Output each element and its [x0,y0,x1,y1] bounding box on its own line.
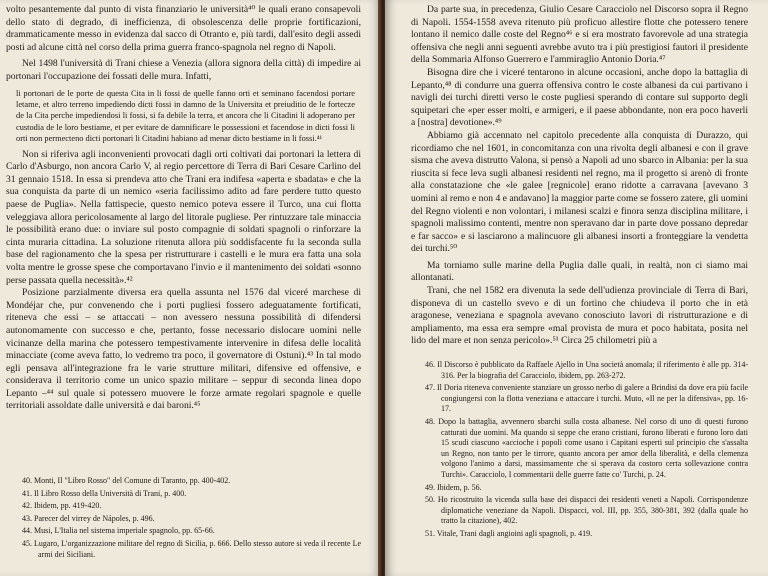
paragraph: volto pesantemente dal punto di vista finanziario le università⁴⁰ le quali erano consapevoli dello stato di degrado, di inefficienza, di obsolescenza delle proprie fortificazioni, drammaticamente messo in evidenza dal sacco di Otranto e, più tardi, dall'esito degli assedi posti ad alcune città nel corso della prima guerra franco-spagnola nel regno di Napoli. [6,4,361,53]
footnote-number: 41. [22,488,32,498]
footnote-text: Il Doria riteneva conveniente stanziare un grosso nerbo di galere a Brindisi da dove era più facile congiungersi con la flotta veneziana e attaccare i turchi. Muto, «Il ne per la difensiva», pp. 16-17. [437,383,748,414]
footnote [425,483,748,494]
footnote [22,526,361,537]
footnote-text: Musi, L'Italia nel sistema imperiale spagnolo, pp. 65-66. [34,526,215,536]
footnote-number: 43. [22,513,32,523]
right-page [385,0,768,576]
footnote-number: 44. [22,526,32,536]
paragraph: Non si riferiva agli inconvenienti provocati dagli orti coltivati dai portonari la lettera di Carlo d'Asburgo, non ancora Carlo V, al regio percettore di Terra di Bari Cesare Carlino del 31 gennaio 1518. In essa si prendeva atto che Trani era indifesa «aperta e sbadata» e che la sua conquista da parte di un nemico «seria facilissimo adito ad fare perdere tutto questo paese de Puglia». Nella fattispecie, questo nemico poteva essere il Turco, una cui flotta veleggiava allora pericolosamente al largo del litorale pugliese. Per rintuzzare tale minaccia le possibilità erano due: o inviare sul posto compagnie di soldati spagnoli o rinforzare la cinta muraria cittadina. La soluzione ritenuta allora più soddisfacente fu la seconda sulla base del ragionamento che la spesa per ristrutturare i castelli e le mura era fatta una sola volta mentre le grosse spese che comportavano l'invio e il mantenimento dei soldati «sonno perse passata quella necessità».⁴² [6,148,361,286]
footnote-text: Dopo la battaglia, avvennero sbarchi sulla costa albanese. Nel corso di uno di questi furono catturati due uomini. Ma quando si seppe che erano cristiani, furono liberati e furono loro dati 15 scudi ciascuno «accioche i popoli come usano i Capitani esperti sul principio che s'assalta un Regno, non tanto per le tirrore, quanto ancora per amor della liberalità, e della clemenza volgono l'animo a darsi, massimamente che si sperava da costoro certa sollevazione contra Turchi». Caracciolo, I commentarii delle guerre fatte co' Turchi, p. 24. [438,417,749,479]
footnote [425,360,748,381]
footnote [425,383,748,415]
paragraph: Trani, che nel 1582 era divenuta la sede dell'udienza provinciale di Terra di Bari, disponeva di un castello svevo e di un fortino che chiudeva il porto che in età aragonese, veneziana e spagnola avevano conosciuto lavori di ristrutturazione e di ampliamento, ma essa era sempre «mal provista de mura et poco habitata, posita nel lido del mare et non senza pericolo».⁵¹ Circa 25 chilometri più a [411,285,748,347]
footnote-number: 40. [22,476,32,485]
footnote-text: Monti, Il "Libro Rosso" del Comune di Taranto, pp. 400-402. [34,476,231,485]
footnote [425,417,748,481]
footnote-text: Parecer del virrey de Nápoles, p. 496. [34,513,155,523]
footnote-text: Ibidem, p. 56. [437,482,482,492]
footnote-text: Il Discorso è pubblicato da Raffaele Ajello in Una società anomala; il riferimento è alle pp. 314-316. Per la biografia del Caracciolo, ibidem, pp. 263-272. [437,360,748,380]
footnote-number: 48. [425,417,435,426]
footnote [22,514,361,525]
block-quote: li portonari de le porte de questa Cita in li fossi de quelle fanno orti et seminano facendosi portare letame, et altro terreno impediendo dicti fossi in damno de la Universita et preiuditio de le fortecze de la Cita perche impediendosi li fossi, si fa debile la terra, et ancora che li Citadini li adoperano per custodia de le loro bestiame, et per evitare de damnificare le possessioni et facendose in dicti fossi li orti non permecteno dicti portonari li Citadini habiano ad menar dicto bestiame in li fossi.⁴¹ [16,88,355,144]
footnotes [22,474,361,560]
footnote-number: 51. [425,528,435,538]
footnote-text: Ho ricostruito la vicenda sulla base dei dispacci dei residenti veneti a Napoli. Corrispondenze diplomatiche veneziane da Napoli. Dispacci, vol. III, pp. 355, 380-381, 392 (dalla quale ho tratto la citazione), 402. [437,495,748,526]
paragraph: Posizione parzialmente diversa era quella assunta nel 1576 dal viceré marchese di Mondéjar che, pur convenendo che i porti pugliesi fossero adeguatamente fortificati, riteneva che essi – se attaccati – non avessero nessuna possibilità di difendersi autonomamente con successo e che, pertanto, fosse necessario dislocare uomini nelle vicinanze della marina che potessero tempestivamente intervenire in difesa delle località minacciate (come aveva fatto, lo vedremo tra poco, il governatore di Ostuni).⁴³ In tal modo egli pensava all'integrazione fra le varie strutture militari, difensive ed offensive, e considerava il territorio come un unico spazio militare – seppur di seconda linea dopo Lepanto –⁴⁴ sul quale si potessero muovere le forze armate regolari spagnole e quelle territoriali assoldate dalle università e dai baroni.⁴⁵ [6,287,361,412]
paragraph: Ma torniamo sulle marine della Puglia dalle quali, in realtà, non ci siamo mai allontanati. [411,259,748,284]
footnote-number: 45. [22,538,32,548]
right-page-content [411,4,748,572]
footnote-number: 47. [425,383,435,393]
footnote [22,489,361,500]
footnote-text: Lugaro, L'organizzazione militare del regno di Sicilia, p. 666. Dello stesso autore si veda il recente Le armi dei Siciliani. [34,538,362,559]
footnote-number: 46. [425,360,435,370]
footnote [22,501,361,512]
footnote [22,539,361,560]
footnote [425,495,748,527]
footnote-text: Vitale, Trani dagli angioini agli spagnoli, p. 419. [436,528,593,538]
paragraph: Nel 1498 l'università di Trani chiese a Venezia (allora signora della città) di impedire ai portonari l'occupazione dei fossati delle mura. Infatti, [6,58,361,82]
footnote-number: 50. [425,495,435,505]
footnotes [411,360,748,540]
footnote [425,529,748,540]
footnote-text: Il Libro Rosso della Università di Trani, p. 400. [34,488,187,498]
paragraph: Da parte sua, in precedenza, Giulio Cesare Caracciolo nel Discorso sopra il Regno di Napoli. 1554-1558 aveva ritenuto più proficuo allestire flotte che potessero tenere lontano il nemico dalle coste del Regno⁴⁶ e si era mostrato favorevole ad una strategia offensiva che negli anni seguenti avrebbe avuto tra i più prestigiosi fautori il presidente della Sommaria Alfonso Guerrero e l'ammiraglio Antonio Doria.⁴⁷ [411,4,748,66]
footnote-number: 42. [22,501,32,511]
paragraph: Bisogna dire che i viceré tentarono in alcune occasioni, anche dopo la battaglia di Lepanto,⁴⁸ di condurre una guerra offensiva contro le coste albanesi da cui partivano i navigli dei turchi diretti verso le coste pugliesi sperando di contare sul supporto degli squipetari che «per esser molti, e armigeri, e il paese abbondante, non era poco haverli a [nostra] devotione».⁴⁹ [411,66,748,129]
left-page-content [6,4,361,572]
left-page [0,0,381,576]
footnote-text: Ibidem, pp. 419-420. [34,501,102,511]
paragraph: Abbiamo già accennato nel capitolo precedente alla conquista di Durazzo, qui ricordiamo che nel 1601, in concomitanza con una rivolta degli albanesi e con il grave sisma che aveva distrutto Valona, si pensò a Napoli ad uno sbarco in Albania: per la sua riuscita si fece leva sugli albanesi residenti nel regno, ma il progetto si arenò di fronte alla constatazione che «le galee [regnicole] erano ridotte a carravana [avevano 3 uomini al remo e non 4 e andavano] la maggior parte come se fossero zatere, gli uomini del Regno violenti e non volontari, i milanesi scalzi e finora senza disciplina militare, i spagnoli malissimo contenti, mentre non speravano dar in parte dove possano depredar e far sacco» e si lasciarono a malincuore gli albanesi insorti a fronteggiare la vendetta dei turchi.⁵⁰ [411,129,748,255]
footnote-number: 49. [425,482,435,492]
footnote [22,476,361,487]
